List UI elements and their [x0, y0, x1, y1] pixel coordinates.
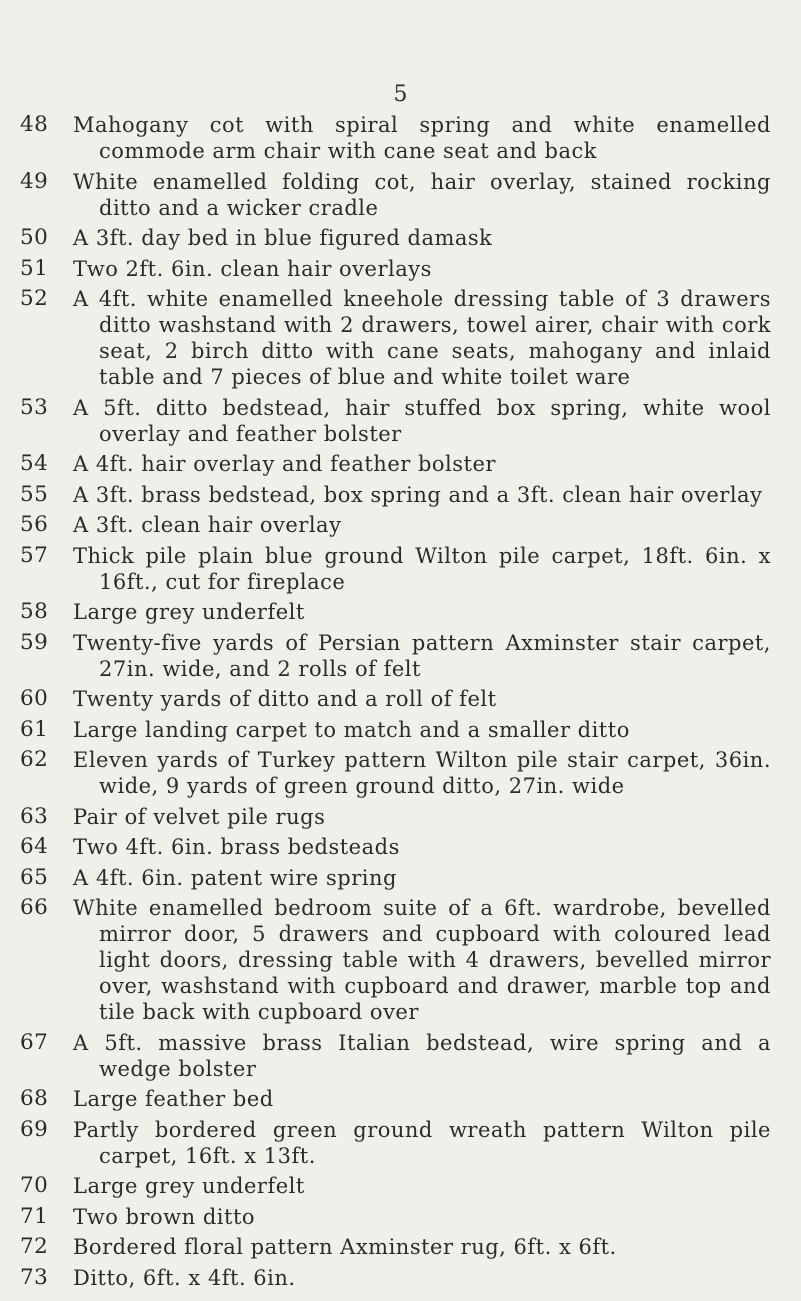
lot-description: Pair of velvet pile rugs: [73, 804, 326, 829]
lot-entry: [0, 543, 801, 595]
lot-number: 63: [20, 803, 49, 829]
lot-description: Large grey underfelt: [73, 600, 305, 624]
lot-description: Two 2ft. 6in. clean hair overlays: [73, 256, 432, 281]
lot-description: A 3ft. brass bedstead, box spring and a 3ft. clean hair overlay: [73, 482, 763, 507]
lot-entry: [0, 1265, 801, 1291]
lot-number: 57: [20, 542, 49, 568]
lot-entry: [0, 225, 801, 251]
lot-entry: [0, 1086, 801, 1112]
lot-number: 69: [20, 1116, 49, 1142]
lot-entry: [0, 395, 801, 447]
lot-description: Twenty yards of ditto and a roll of felt: [73, 687, 497, 711]
lot-number: 70: [20, 1173, 49, 1198]
lot-number: 60: [20, 686, 49, 711]
lot-entry: [0, 717, 801, 743]
lot-number: 51: [20, 255, 49, 281]
page-number: 5: [393, 82, 408, 107]
lot-entry: [0, 512, 801, 538]
lot-number: 48: [20, 112, 49, 137]
lot-description: Large feather bed: [73, 1087, 274, 1111]
lot-number: 62: [20, 747, 49, 772]
lot-description: Twenty-five yards of Persian pattern Axminster stair carpet, 27in. wide, and 2 rolls of felt: [73, 630, 771, 681]
lot-entry: [0, 834, 801, 860]
lot-number: 61: [20, 716, 49, 742]
lot-entry: [0, 1234, 801, 1260]
lot-number: 53: [20, 394, 49, 420]
lot-entry: [0, 482, 801, 508]
lot-number: 52: [20, 286, 49, 311]
lot-description: A 4ft. white enamelled kneehole dressing table of 3 drawers ditto washstand with 2 drawers, towel airer, chair with cork seat, 2 birch ditto with cane seats, mahogany and inlaid table and 7 pieces of blue and white toilet ware: [73, 287, 771, 389]
lot-entry: [0, 286, 801, 390]
lot-number: 64: [20, 834, 49, 859]
lot-entry: [0, 169, 801, 221]
lot-number: 55: [20, 481, 49, 507]
lot-description: A 5ft. ditto bedstead, hair stuffed box spring, white wool overlay and feather bolster: [73, 395, 771, 446]
lot-number: 68: [20, 1086, 49, 1111]
lot-list: [0, 112, 801, 1295]
lot-description: Eleven yards of Turkey pattern Wilton pile stair carpet, 36in. wide, 9 yards of green ground ditto, 27in. wide: [73, 748, 771, 798]
lot-description: White enamelled folding cot, hair overlay, stained rocking ditto and a wicker cradle: [73, 169, 771, 220]
lot-entry: [0, 451, 801, 477]
lot-entry: [0, 747, 801, 799]
lot-number: 54: [20, 451, 49, 476]
lot-description: Mahogany cot with spiral spring and white enamelled commode arm chair with cane seat and back: [73, 113, 771, 163]
lot-entry: [0, 895, 801, 1025]
lot-number: 59: [20, 629, 49, 655]
lot-description: A 4ft. hair overlay and feather bolster: [73, 452, 496, 476]
lot-description: A 3ft. clean hair overlay: [73, 513, 342, 537]
lot-number: 71: [20, 1203, 49, 1229]
lot-description: Large grey underfelt: [73, 1174, 305, 1198]
lot-entry: [0, 256, 801, 282]
lot-description: A 3ft. day bed in blue figured damask: [73, 226, 493, 250]
lot-description: Two 4ft. 6in. brass bedsteads: [73, 835, 400, 859]
lot-number: 58: [20, 599, 49, 624]
lot-description: A 4ft. 6in. patent wire spring: [73, 865, 397, 890]
lot-description: Thick pile plain blue ground Wilton pile carpet, 18ft. 6in. x 16ft., cut for fireplace: [73, 543, 771, 594]
lot-entry: [0, 1117, 801, 1169]
lot-entry: [0, 112, 801, 164]
lot-entry: [0, 630, 801, 682]
lot-description: A 5ft. massive brass Italian bedstead, wire spring and a wedge bolster: [73, 1030, 771, 1081]
lot-entry: [0, 865, 801, 891]
lot-description: Large landing carpet to match and a smaller ditto: [73, 717, 630, 742]
lot-description: Bordered floral pattern Axminster rug, 6ft. x 6ft.: [73, 1235, 617, 1259]
lot-description: Partly bordered green ground wreath pattern Wilton pile carpet, 16ft. x 13ft.: [73, 1117, 771, 1168]
lot-entry: [0, 1030, 801, 1082]
lot-number: 72: [20, 1234, 49, 1259]
lot-description: White enamelled bedroom suite of a 6ft. wardrobe, bevelled mirror door, 5 drawers and cupboard with coloured lead light doors, dressing table with 4 drawers, bevelled mirror over, washstand with cupboard and drawer, marble top and tile back with cupboard over: [73, 896, 771, 1024]
lot-number: 73: [20, 1264, 49, 1290]
lot-description: Two brown ditto: [73, 1204, 256, 1229]
lot-description: Ditto, 6ft. x 4ft. 6in.: [73, 1265, 296, 1290]
lot-number: 56: [20, 512, 49, 537]
lot-number: 50: [20, 225, 49, 250]
lot-entry: [0, 1173, 801, 1199]
lot-number: 49: [20, 168, 49, 194]
lot-number: 66: [20, 895, 49, 920]
lot-entry: [0, 686, 801, 712]
lot-entry: [0, 599, 801, 625]
lot-entry: [0, 804, 801, 830]
lot-number: 65: [20, 864, 49, 890]
lot-number: 67: [20, 1029, 49, 1055]
lot-entry: [0, 1204, 801, 1230]
